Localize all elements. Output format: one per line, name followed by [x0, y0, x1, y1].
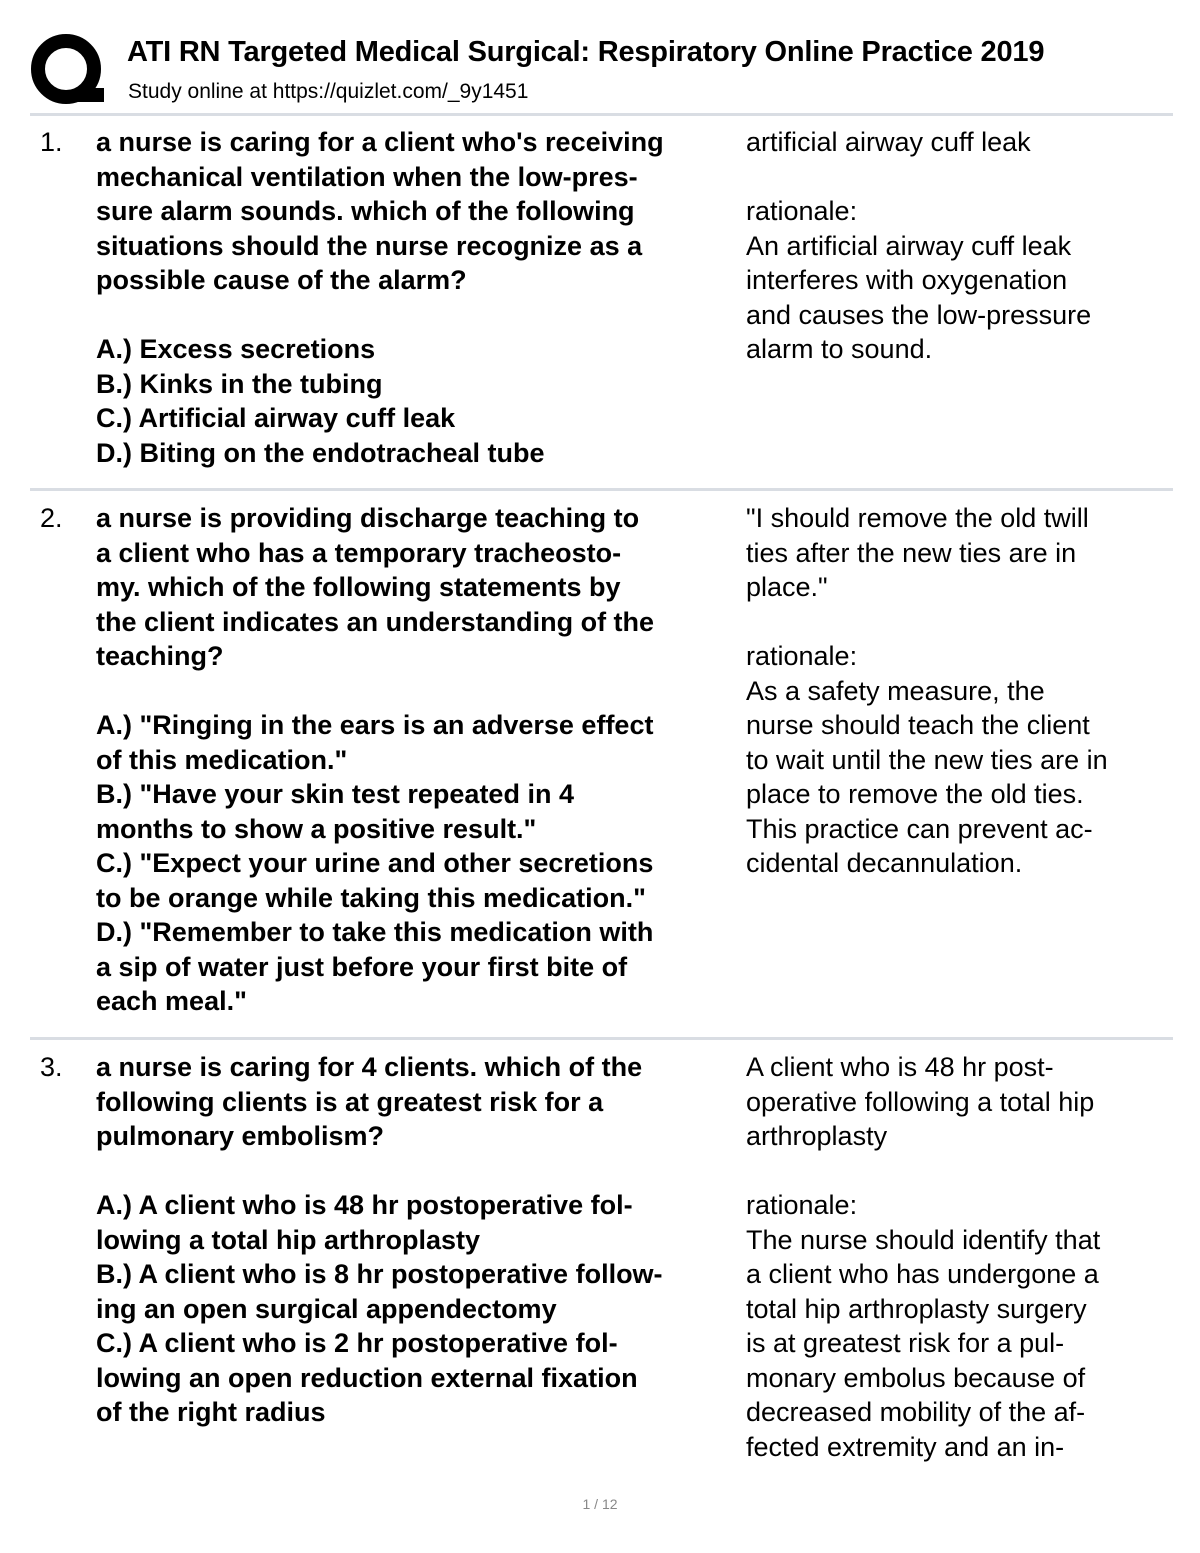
divider	[30, 113, 1173, 116]
divider	[30, 1037, 1173, 1040]
text-line: C.) Artificial airway cuff leak	[96, 403, 456, 433]
text-line: D.) "Remember to take this medication with	[96, 917, 654, 947]
text-line: a nurse is providing discharge teaching to	[96, 503, 640, 533]
text-line: C.) A client who is 2 hr postoperative fol-	[96, 1328, 618, 1358]
text-line: rationale:	[746, 196, 858, 226]
text-line: rationale:	[746, 1190, 858, 1220]
text-line: pulmonary embolism?	[96, 1121, 385, 1151]
study-online-link-text: Study online at https://quizlet.com/_9y1451	[128, 80, 529, 103]
text-line: "I should remove the old twill	[746, 503, 1089, 533]
card-question	[96, 501, 746, 1019]
text-line: ing an open surgical appendectomy	[96, 1293, 557, 1324]
text-line: the client indicates an understanding of the	[96, 606, 655, 637]
text-line: arthroplasty	[746, 1121, 888, 1151]
text-line: following clients is at greatest risk for a	[96, 1086, 604, 1117]
text-line: and causes the low-pressure	[746, 299, 1092, 330]
text-line: situations should the nurse recognize as a	[96, 230, 643, 261]
text-line: nurse should teach the client	[746, 710, 1090, 740]
text-line: operative following a total hip	[746, 1086, 1095, 1117]
card-answer	[746, 1050, 1166, 1464]
text-line: mechanical ventilation when the low-pres-	[96, 161, 638, 192]
text-line: C.) "Expect your urine and other secretions	[96, 848, 654, 878]
divider	[30, 488, 1173, 491]
card-number: 3.	[40, 1052, 63, 1082]
text-line: B.) "Have your skin test repeated in 4	[96, 779, 574, 809]
text-line: a nurse is caring for a client who's receiving	[96, 127, 664, 157]
text-line: A client who is 48 hr post-	[746, 1052, 1054, 1082]
text-line	[96, 674, 746, 709]
card-number: 1.	[40, 127, 63, 157]
quizlet-logo-icon	[30, 32, 106, 108]
text-line: my. which of the following statements by	[96, 572, 621, 602]
text-line: a client who has a temporary tracheosto-	[96, 537, 622, 568]
text-line	[96, 298, 746, 333]
text-line: A.) Excess secretions	[96, 334, 376, 364]
text-line: total hip arthroplasty surgery	[746, 1293, 1087, 1324]
page-title: ATI RN Targeted Medical Surgical: Respiratory Online Practice 2019	[127, 36, 1045, 68]
text-line: interferes with oxygenation	[746, 265, 1068, 295]
text-line: a sip of water just before your first bite of	[96, 951, 628, 982]
page-header	[30, 30, 1180, 110]
text-line: place."	[746, 572, 828, 602]
card-answer	[746, 501, 1166, 881]
card-question	[96, 125, 746, 470]
text-line: rationale:	[746, 641, 858, 671]
text-line: monary embolus because of	[746, 1362, 1086, 1393]
text-line: decreased mobility of the af-	[746, 1397, 1086, 1427]
text-line: sure alarm sounds. which of the following	[96, 196, 635, 226]
text-line: place to remove the old ties.	[746, 779, 1084, 809]
card-number: 2.	[40, 503, 63, 533]
text-line: teaching?	[96, 641, 224, 671]
card-answer	[746, 125, 1166, 367]
page-indicator: 1 / 12	[582, 1496, 618, 1512]
text-line: to wait until the new ties are in	[746, 744, 1108, 775]
text-line	[746, 605, 1166, 640]
text-line: a client who has undergone a	[746, 1259, 1099, 1289]
text-line: A.) A client who is 48 hr postoperative fol-	[96, 1190, 633, 1220]
text-line: alarm to sound.	[746, 334, 933, 364]
text-line: a nurse is caring for 4 clients. which of the	[96, 1052, 643, 1082]
text-line: artificial airway cuff leak	[746, 127, 1031, 157]
text-line: cidental decannulation.	[746, 848, 1023, 878]
text-line: As a safety measure, the	[746, 675, 1045, 706]
card-question	[96, 1050, 746, 1430]
text-line: of the right radius	[96, 1397, 326, 1427]
text-line: lowing an open reduction external fixation	[96, 1362, 638, 1393]
text-line	[746, 1154, 1166, 1189]
text-line: is at greatest risk for a pul-	[746, 1328, 1065, 1358]
text-line: B.) Kinks in the tubing	[96, 368, 383, 399]
text-line: possible cause of the alarm?	[96, 265, 467, 295]
text-line: D.) Biting on the endotracheal tube	[96, 437, 545, 468]
text-line: of this medication."	[96, 744, 348, 775]
text-line	[746, 160, 1166, 195]
text-line: months to show a positive result."	[96, 813, 537, 844]
text-line: ties after the new ties are in	[746, 537, 1077, 568]
text-line: fected extremity and an in-	[746, 1431, 1065, 1462]
text-line: A.) "Ringing in the ears is an adverse effect	[96, 710, 654, 740]
text-line: to be orange while taking this medication."	[96, 882, 646, 913]
text-line: The nurse should identify that	[746, 1224, 1101, 1255]
text-line: An artificial airway cuff leak	[746, 230, 1072, 261]
text-line: B.) A client who is 8 hr postoperative follow-	[96, 1259, 663, 1289]
text-line: lowing a total hip arthroplasty	[96, 1224, 481, 1255]
text-line: This practice can prevent ac-	[746, 813, 1093, 844]
text-line: each meal."	[96, 986, 247, 1016]
text-line	[96, 1154, 746, 1189]
